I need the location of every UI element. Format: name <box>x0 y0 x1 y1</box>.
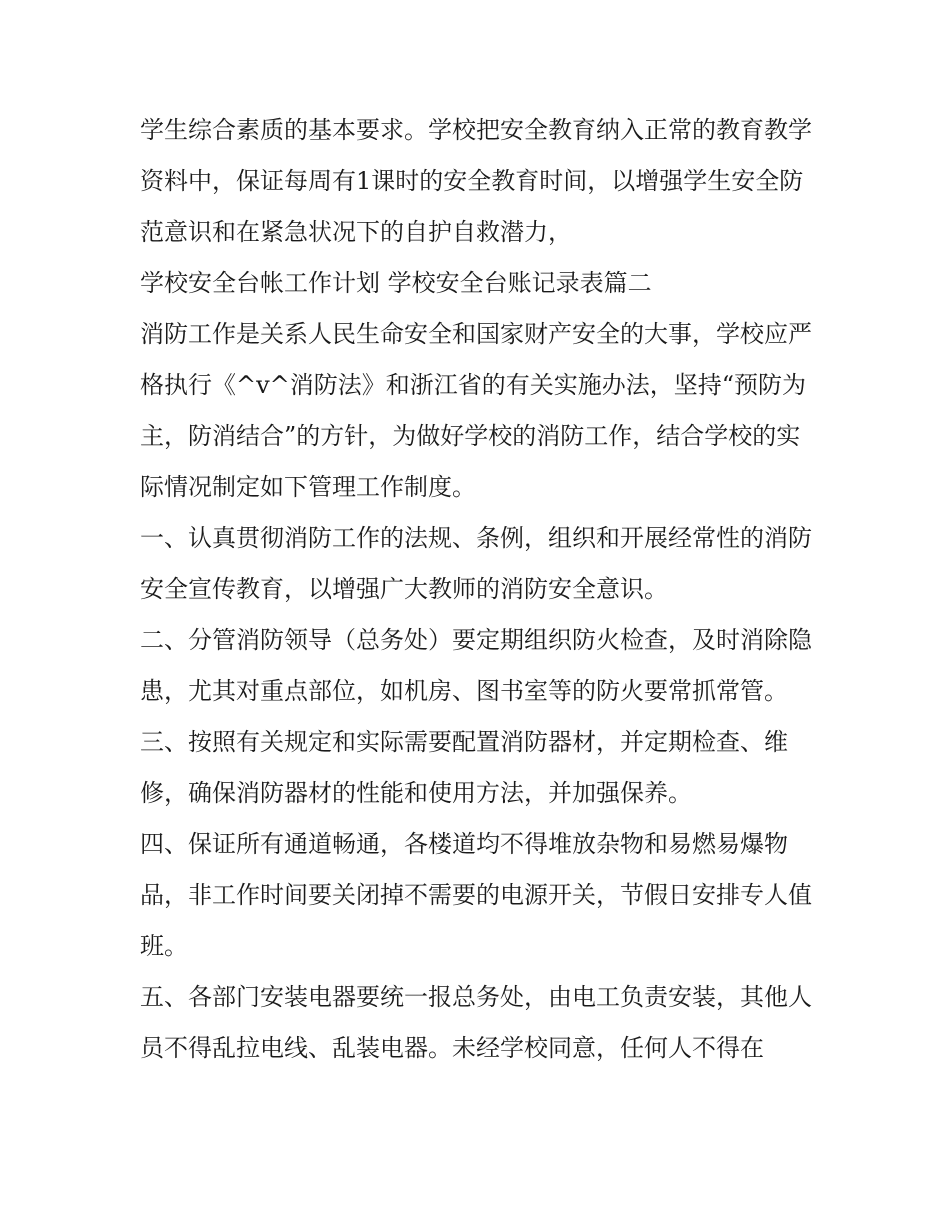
paragraph-item-5: 五、各部门安装电器要统一报总务处，由电工负责安装，其他人员不得乱拉电线、乱装电器。未经学校同意，任何人不得在 <box>140 983 812 1062</box>
paragraph-item-1: 一、认真贯彻消防工作的法规、条例，组织和开展经常性的消防安全宣传教育，以增强广大教师的消防安全意识。 <box>140 524 812 603</box>
section-heading: 学校安全台帐工作计划 学校安全台账记录表篇二 <box>140 269 652 297</box>
paragraph-item-4: 四、保证所有通道畅通，各楼道均不得堆放杂物和易燃易爆物品，非工作时间要关闭掉不需要的电源开关，节假日安排专人值班。 <box>140 830 812 960</box>
paragraph-item-2: 二、分管消防领导（总务处）要定期组织防火检查，及时消除隐患，尤其对重点部位，如机房、图书室等的防火要常抓常管。 <box>140 626 812 705</box>
document-body <box>140 105 820 1074</box>
paragraph-item-3: 三、按照有关规定和实际需要配置消防器材，并定期检查、维修，确保消防器材的性能和使用方法，并加强保养。 <box>140 728 788 807</box>
paragraph-safety-education: 学生综合素质的基本要求。学校把安全教育纳入正常的教育教学资料中，保证每周有1课时的安全教育时间，以增强学生安全防范意识和在紧急状况下的自护自救潜力， <box>140 116 812 246</box>
paragraph-fire-intro: 消防工作是关系人民生命安全和国家财产安全的大事，学校应严格执行《^v^消防法》和浙江省的有关实施办法，坚持“预防为主，防消结合”的方针，为做好学校的消防工作，结合学校的实际情况制定如下管理工作制度。 <box>140 320 812 501</box>
